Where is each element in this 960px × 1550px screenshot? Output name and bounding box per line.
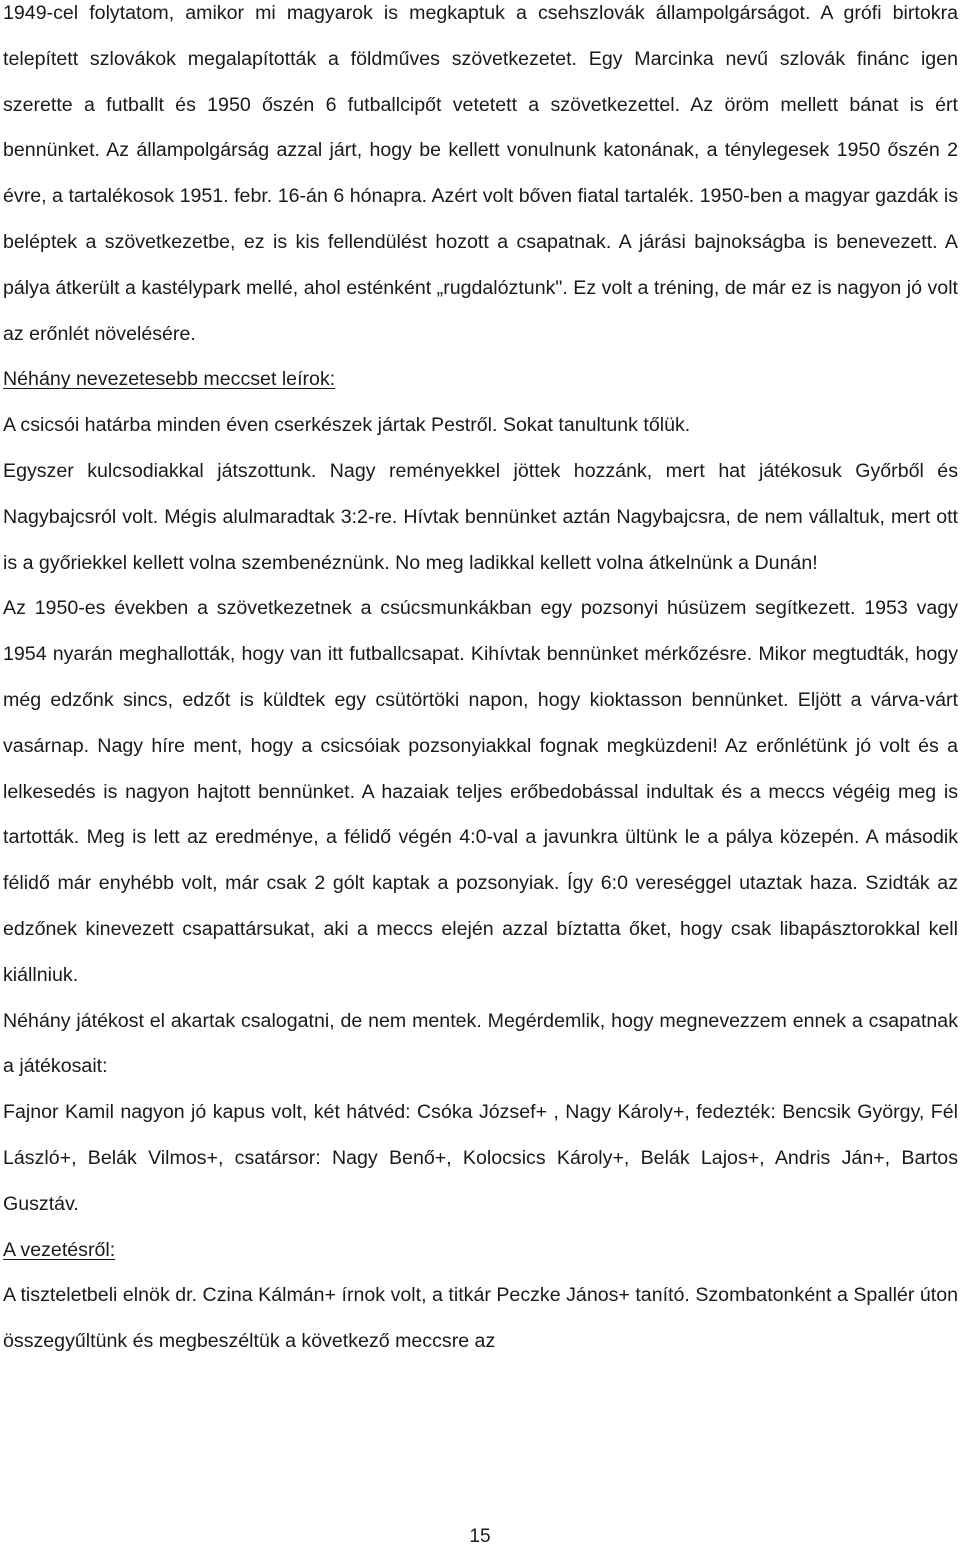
paragraph-citizenship: 1949-cel folytatom, amikor mi magyarok is megkaptuk a csehszlovák állampolgárságot. A grófi birtokra telepített szlovákok megalapították a földműves szövetkezetet. Egy Marcinka nevű szlovák finánc igen szerette a futballt és 1950 őszén 6 futballcipőt vetetett a szövetkezettel. Az öröm mellett bánat is ért bennünket. Az állampolgárság azzal járt, hogy be kellett vonulnunk katonának, a ténylegesek 1950 őszén 2 évre, a tartalékosok 1951. febr. 16-án 6 hónapra. Azért volt bőven fiatal tartalék. 1950-ben a magyar gazdák is beléptek a szövetkezetbe, ez is kis fellendülést hozott a csapatnak. A járási bajnokságba is benevezett. A pálya átkerült a kastélypark mellé, ahol esténként „rugdalóztunk". Ez volt a tréning, de már ez is nagyon jó volt az erőnlét növelésére. (3, 2, 958, 345)
paragraph-pozsony-match: Az 1950-es években a szövetkezetnek a csúcsmunkákban egy pozsonyi húsüzem segítkezett. 1953 vagy 1954 nyarán meghallották, hogy van itt futballcsapat. Kihívtak bennünket mérkőzésre. Mikor megtudták, hogy még edzőnk sincs, edzőt is küldtek egy csütörtöki napon, hogy kioktasson bennünket. Eljött a várva-várt vasárnap. Nagy híre ment, hogy a csicsóiak pozsonyiakkal fognak megküzdeni! Az erőnlétünk jó volt és a lelkesedés is nagyon hajtott bennünket. A hazaiak teljes erőbedobással indultak és a meccs végéig meg is tartották. Meg is lett az eredménye, a félidő végén 4:0-val a javunkra ültünk le a pálya közepén. A második félidő már enyhébb volt, már csak 2 gólt kaptak a pozsonyiak. Így 6:0 vereséggel utaztak haza. Szidták az edzőnek kinevezett csapattársukat, aki a meccs elején azzal bíztatta őket, hogy csak libapásztorokkal kell kiállniuk. (3, 597, 958, 986)
heading-leadership (3, 1228, 958, 1274)
paragraph-leadership: A tiszteletbeli elnök dr. Czina Kálmán+ írnok volt, a titkár Peczke János+ tanító. Szombatonként a Spallér úton összegyűltünk és megbeszéltük a következő meccsre az (3, 1284, 958, 1353)
document-body (3, 0, 958, 1365)
heading-leadership-text: A vezetésről: (3, 1238, 116, 1261)
heading-notable-matches (3, 357, 958, 403)
paragraph-players-intro: Néhány játékost el akartak csalogatni, de nem mentek. Megérdemlik, hogy megnevezzem ennek a csapatnak a játékosait: (3, 1009, 958, 1078)
paragraph-scouts: A csicsói határba minden éven cserkészek jártak Pestről. Sokat tanultunk tőlük. (3, 414, 691, 437)
page-number: 15 (469, 1526, 491, 1547)
paragraph-kulcsod-match: Egyszer kulcsodiakkal játszottunk. Nagy reményekkel jöttek hozzánk, mert hat játékosuk Győrből és Nagybajcsról volt. Mégis alulmaradtak 3:2-re. Hívtak bennünket aztán Nagybajcsra, de nem vállaltuk, mert ott is a győriekkel kellett volna szembenéznünk. No meg ladikkal kellett volna átkelnünk a Dunán! (3, 459, 958, 574)
heading-notable-matches-text: Néhány nevezetesebb meccset leírok: (3, 368, 336, 391)
paragraph-player-list: Fajnor Kamil nagyon jó kapus volt, két hátvéd: Csóka József+ , Nagy Károly+, fedezték: Bencsik György, Fél László+, Belák Vilmos+, csatársor: Nagy Benő+, Kolocsics Károly+, Belák Lajos+, Andris Ján+, Bartos Gusztáv. (3, 1101, 958, 1215)
